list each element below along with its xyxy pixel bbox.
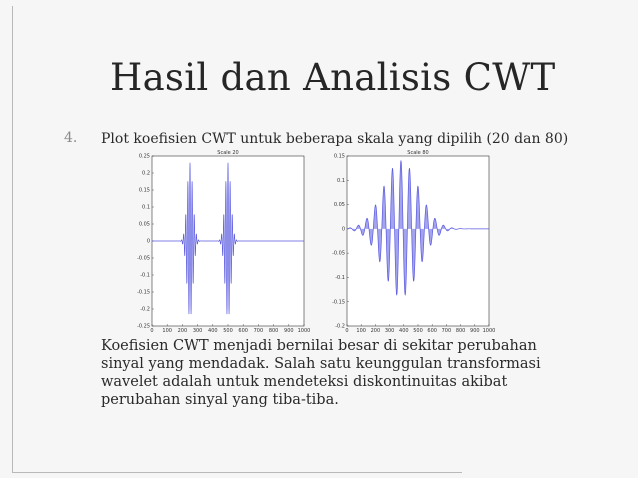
y-tick-label: 0.25 — [138, 153, 150, 160]
x-tick-label: 700 — [253, 328, 264, 334]
decorative-bracket-bottom — [12, 472, 462, 473]
x-tick-label: 600 — [238, 328, 248, 334]
x-tick-label: 1000 — [297, 328, 311, 334]
x-tick-label: 100 — [356, 328, 366, 334]
chart-scale-80 — [332, 148, 496, 334]
y-tick-label: -0.25 — [137, 323, 150, 330]
y-tick-label: 0 — [146, 238, 150, 245]
x-tick-label: 700 — [441, 328, 452, 334]
x-tick-label: 0 — [150, 328, 154, 334]
y-tick-label: 0.05 — [333, 202, 345, 209]
x-tick-label: 400 — [399, 328, 409, 334]
x-tick-label: 800 — [268, 328, 279, 334]
x-tick-label: 200 — [370, 328, 381, 334]
list-item-text: Plot koefisien CWT untuk beberapa skala yang dipilih (20 dan 80) — [101, 131, 569, 147]
y-tick-label: -0.05 — [137, 255, 150, 262]
plot-frame — [347, 156, 489, 326]
x-tick-label: 300 — [384, 328, 395, 334]
list-item-number: 4. — [64, 130, 78, 146]
x-tick-label: 200 — [177, 328, 188, 334]
chart-scale-20-svg — [137, 148, 311, 334]
x-tick-label: 100 — [162, 328, 172, 334]
x-tick-label: 400 — [208, 328, 218, 334]
chart-scale-80-svg — [332, 148, 496, 334]
plot-title: Scale 20 — [217, 150, 239, 156]
slide-title: Hasil dan Analisis CWT — [110, 56, 556, 99]
y-tick-label: -0.05 — [332, 250, 345, 257]
x-tick-label: 500 — [413, 328, 423, 334]
y-tick-label: 0.1 — [337, 177, 345, 184]
y-tick-label: -0.15 — [137, 289, 150, 296]
x-tick-label: 300 — [192, 328, 203, 334]
x-tick-label: 500 — [223, 328, 233, 334]
y-tick-label: 0.15 — [138, 187, 150, 194]
x-tick-label: 1000 — [482, 328, 496, 334]
body-paragraph: Koefisien CWT menjadi bernilai besar di sekitar perubahan sinyal yang mendadak. Salah satu keunggulan transformasi wavelet adalah untuk mendeteksi diskontinuitas akibat perubahan sinyal yang tiba-tiba. — [101, 338, 541, 408]
y-tick-label: 0.15 — [333, 153, 345, 160]
y-tick-label: 0.05 — [138, 221, 150, 228]
x-tick-label: 0 — [345, 328, 349, 334]
y-tick-label: -0.2 — [335, 323, 345, 330]
y-tick-label: -0.15 — [332, 299, 345, 306]
decorative-bracket-left — [12, 6, 13, 472]
y-tick-label: 0 — [341, 226, 345, 233]
chart-scale-20 — [137, 148, 311, 334]
y-tick-label: -0.1 — [140, 272, 150, 279]
x-tick-label: 800 — [455, 328, 466, 334]
y-tick-label: 0.1 — [142, 204, 150, 211]
x-tick-label: 900 — [284, 328, 294, 334]
y-tick-label: -0.1 — [335, 275, 345, 282]
y-tick-label: -0.2 — [140, 306, 150, 313]
plot-title: Scale 80 — [407, 150, 429, 156]
x-tick-label: 600 — [427, 328, 437, 334]
y-tick-label: 0.2 — [142, 170, 150, 177]
x-tick-label: 900 — [470, 328, 480, 334]
